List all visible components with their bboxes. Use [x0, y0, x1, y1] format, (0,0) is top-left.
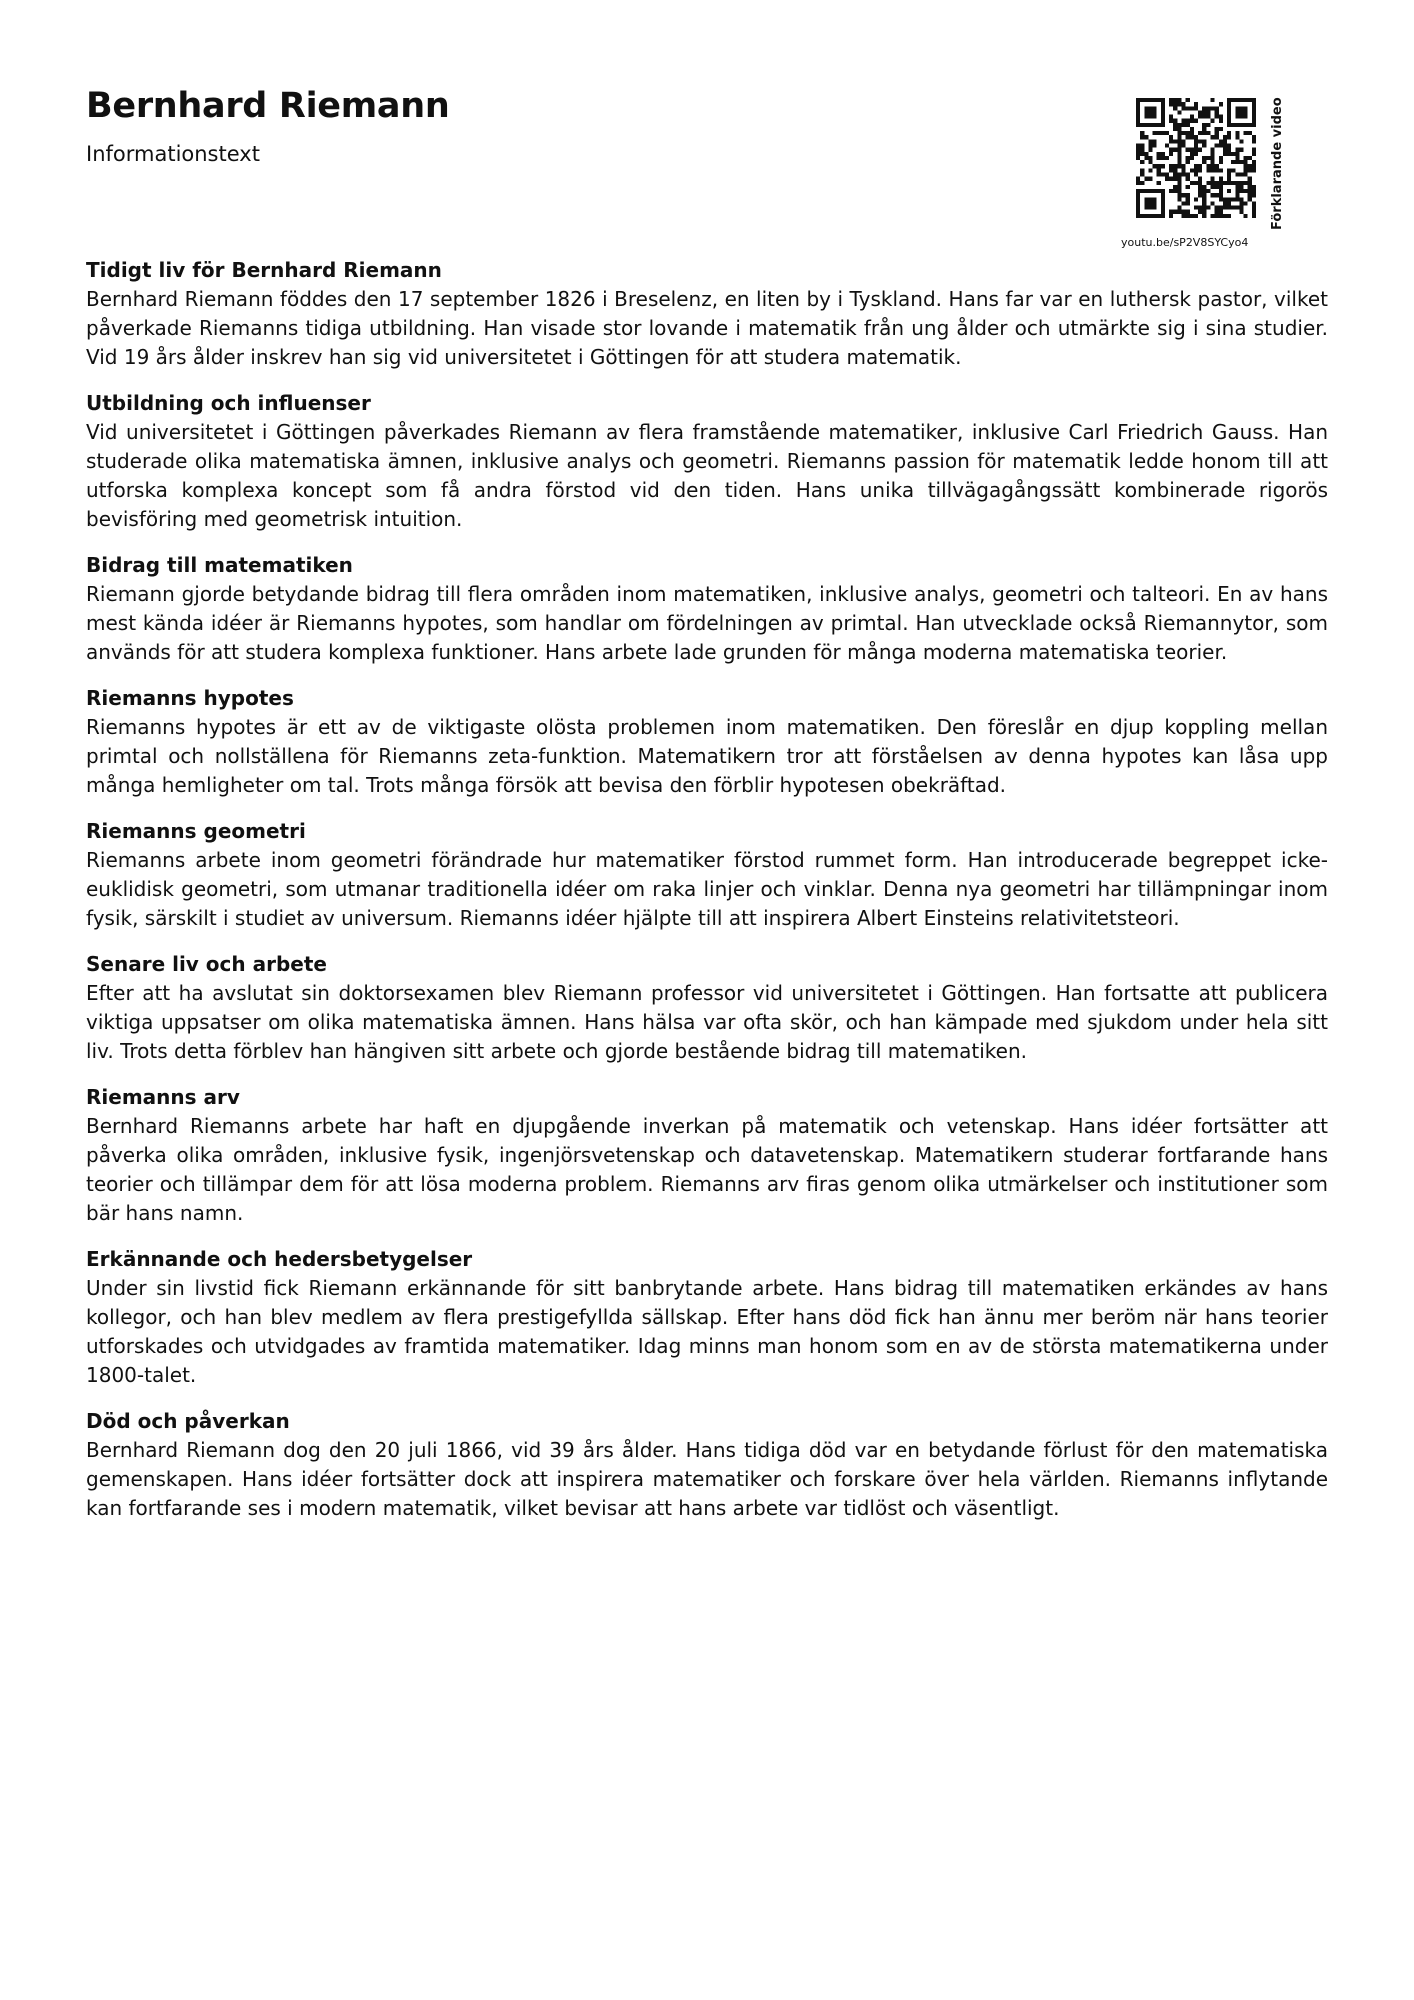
section-hypothesis: [86, 684, 1328, 800]
section-heading: Tidigt liv för Bernhard Riemann: [86, 258, 442, 282]
section-heading: Riemanns geometri: [86, 819, 306, 843]
section-early-life: [86, 256, 1328, 372]
section-heading: Senare liv och arbete: [86, 952, 327, 976]
qr-url-link[interactable]: youtu.be/sP2V8SYCyo4: [1121, 236, 1249, 249]
section-heading: Riemanns hypotes: [86, 686, 294, 710]
section-later-life: [86, 950, 1328, 1066]
section-heading: Död och påverkan: [86, 1409, 290, 1433]
section-education: [86, 389, 1328, 534]
content-body: [86, 256, 1328, 1540]
qr-side-label: Förklarande video: [1270, 97, 1285, 230]
section-text: Riemanns arbete inom geometri förändrade hur matematiker förstod rummet form. Han introducerade begreppet icke-euklidisk geometri, som utmanar traditionella idéer om raka linjer och vinklar. Denna nya geometri har tillämpningar inom fysik, särskilt i studiet av universum. Riemanns idéer hjälpte till att inspirera Albert Einsteins relativitetsteori.: [86, 848, 1328, 930]
qr-code-icon[interactable]: [1136, 98, 1256, 218]
section-text: Bernhard Riemanns arbete har haft en djupgående inverkan på matematik och vetenskap. Hans idéer fortsätter att påverka olika områden, inklusive fysik, ingenjörsvetenskap och datavetenskap. Matematikern studerar fortfarande hans teorier och tillämpar dem för att lösa moderna problem. Riemanns arv firas genom olika utmärkelser och institutioner som bär hans namn.: [86, 1114, 1328, 1225]
section-heading: Riemanns arv: [86, 1085, 240, 1109]
section-geometry: [86, 817, 1328, 933]
section-legacy: [86, 1083, 1328, 1228]
section-death: [86, 1407, 1328, 1523]
section-heading: Bidrag till matematiken: [86, 553, 353, 577]
section-text: Riemann gjorde betydande bidrag till flera områden inom matematiken, inklusive analys, geometri och talteori. En av hans mest kända idéer är Riemanns hypotes, som handlar om fördelningen av primtal. Han utvecklade också Riemannytor, som används för att studera komplexa funktioner. Hans arbete lade grunden för många moderna matematiska teorier.: [86, 582, 1328, 664]
section-text: Vid universitetet i Göttingen påverkades Riemann av flera framstående matematiker, inklusive Carl Friedrich Gauss. Han studerade olika matematiska ämnen, inklusive analys och geometri. Riemanns passion för matematik ledde honom till att utforska komplexa koncept som få andra förstod vid den tiden. Hans unika tillvägagångssätt kombinerade rigorös bevisföring med geometrisk intuition.: [86, 420, 1328, 531]
page-title: Bernhard Riemann: [86, 86, 450, 126]
section-text: Bernhard Riemann föddes den 17 september 1826 i Breselenz, en liten by i Tyskland. Hans far var en luthersk pastor, vilket påverkade Riemanns tidiga utbildning. Han visade stor lovande i matematik från ung ålder och utmärkte sig i sina studier. Vid 19 års ålder inskrev han sig vid universitetet i Göttingen för att studera matematik.: [86, 287, 1328, 369]
section-text: Under sin livstid fick Riemann erkännande för sitt banbrytande arbete. Hans bidrag till matematiken erkändes av hans kollegor, och han blev medlem av flera prestigefyllda sällskap. Efter hans död fick han ännu mer beröm när hans teorier utforskades och utvidgades av framtida matematiker. Idag minns man honom som en av de största matematikerna under 1800-talet.: [86, 1276, 1328, 1387]
section-heading: Erkännande och hedersbetygelser: [86, 1247, 473, 1271]
section-text: Riemanns hypotes är ett av de viktigaste olösta problemen inom matematiken. Den föreslår en djup koppling mellan primtal och nollställena för Riemanns zeta-funktion. Matematikern tror att förståelsen av denna hypotes kan låsa upp många hemligheter om tal. Trots många försök att bevisa den förblir hypotesen obekräftad.: [86, 715, 1328, 797]
section-contributions: [86, 551, 1328, 667]
section-recognition: [86, 1245, 1328, 1390]
qr-code-block: [1120, 98, 1290, 258]
section-heading: Utbildning och influenser: [86, 391, 371, 415]
section-text: Efter att ha avslutat sin doktorsexamen blev Riemann professor vid universitetet i Göttingen. Han fortsatte att publicera viktiga uppsatser om olika matematiska ämnen. Hans hälsa var ofta skör, och han kämpade med sjukdom under hela sitt liv. Trots detta förblev han hängiven sitt arbete och gjorde bestående bidrag till matematiken.: [86, 981, 1328, 1063]
page-subtitle: Informationstext: [86, 142, 260, 166]
section-text: Bernhard Riemann dog den 20 juli 1866, vid 39 års ålder. Hans tidiga död var en betydande förlust för den matematiska gemenskapen. Hans idéer fortsätter dock att inspirera matematiker och forskare över hela världen. Riemanns inflytande kan fortfarande ses i modern matematik, vilket bevisar att hans arbete var tidlöst och väsentligt.: [86, 1438, 1328, 1520]
